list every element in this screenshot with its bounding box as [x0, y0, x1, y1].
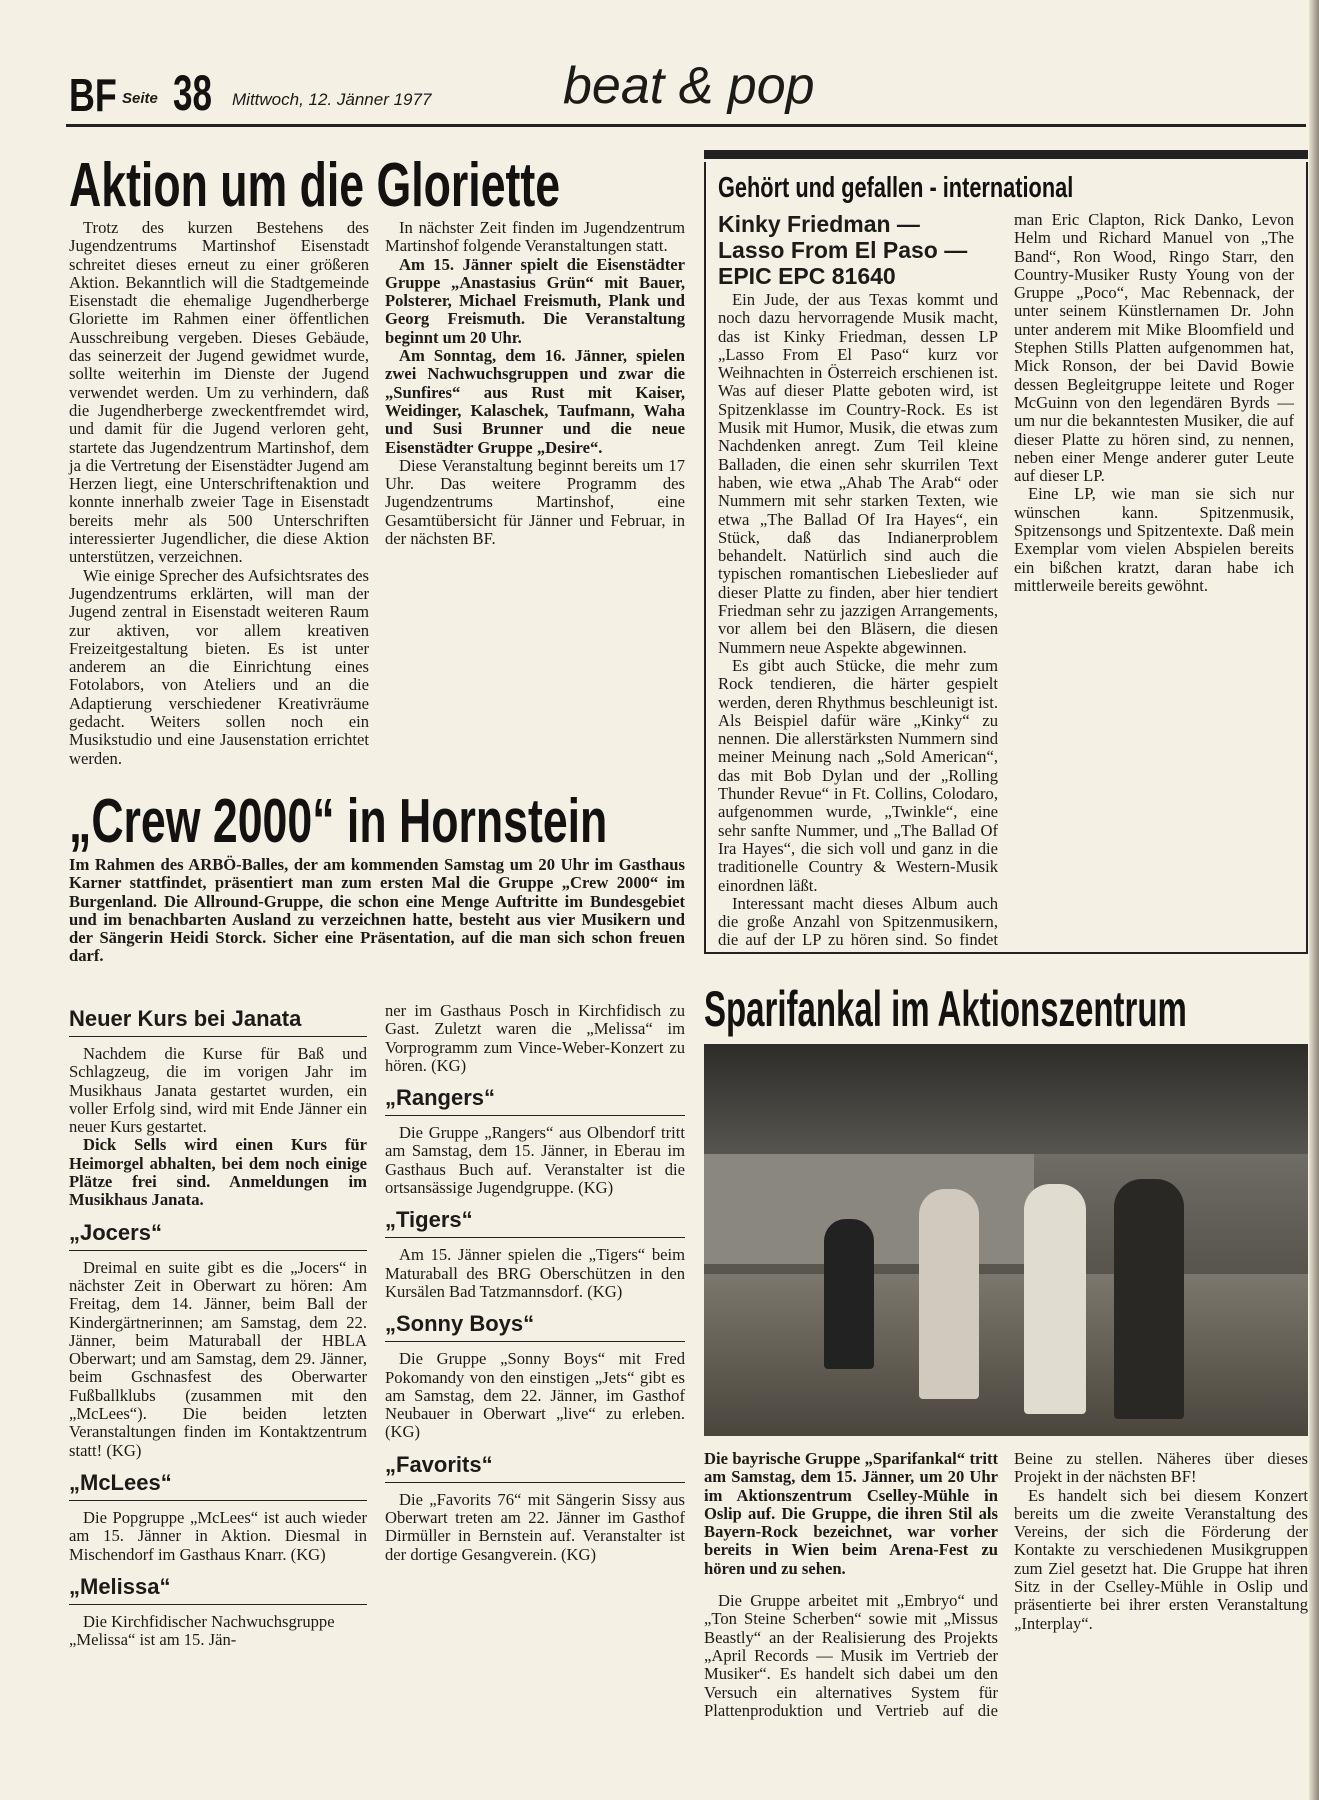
brief-text: Dreimal en suite gibt es die „Jocers“ in nächster Zeit in Oberwart zu hören: Am Freitag, dem 14. Jänner, beim Ball der Kindergärtnerinnen; am Samstag, dem 22. Jänner, beim Maturaball der HBLA Oberwart; und am Samstag, dem 29. Jänner, beim Gschnasfest des Oberwarter Fußballklubs (zusammen mit den „McLees“). Die beiden letzten Veranstaltungen finden im Kontaktzentrum statt! (KG)	[69, 1257, 367, 1460]
record-album: Lasso From El Paso —	[718, 237, 968, 263]
photo-trees	[704, 1044, 1308, 1154]
page-edge-shadow	[1309, 0, 1319, 1800]
review-box	[704, 162, 1308, 954]
photo-grass	[704, 1274, 1308, 1436]
article-paragraph: Im Rahmen des ARBÖ-Balles, der am kommenden Samstag um 20 Uhr im Gasthaus Karner stattfindet, präsentiert man zum ersten Mal die Gruppe „Crew 2000“ im Burgenland. Die Allround-Gruppe, die schon eine Menge Auftritte im Bundesgebiet und im benachbarten Ausland zu verzeichnen hatte, besteht aus vier Musikern und der Sängerin Heidi Storck. Sicher eine Präsentation, auf die man sich schon freuen darf.	[69, 855, 685, 966]
crew-article-body	[69, 856, 685, 966]
review-paragraph: Es gibt auch Stücke, die mehr zum Rock tendieren, die härter gespielt werden, deren Rhythmus beschleunigt ist. Als Beispiel dafür wäre „Kinky“ zu nennen. Die allerstärksten Nummern sind meiner Meinung nach „Sold American“, das mit Bob Dylan und der „Rolling Thunder Revue“ in Ft. Collins, Colodaro, aufgenommen wurde, „Twinkle“, eine sehr sanfte Nummer, und „The Ballad Of Ira Hayes“, die sich voll und ganz in die traditionelle Country & Western-Musik einordnen läßt.	[718, 655, 998, 895]
brief-text: Die „Favorits 76“ mit Sängerin Sissy aus Oberwart treten am 22. Jänner im Gasthof Dirmüller in Bernstein auf. Veranstalter ist der dortige Gesangverein. (KG)	[385, 1489, 685, 1564]
review-paragraph: Ein Jude, der aus Texas kommt und noch dazu hervorragende Musik macht, das ist Kinky Friedman, dessen LP „Lasso From El Paso“ kurz vor Weihnachten in Österreich erschienen ist. Was auf dieser Platte geboten wird, ist Spitzenklasse im Country-Rock. Es ist Musik mit Humor, Musik, die etwas zum Nachdenken anregt. Zum Teil kleine Balladen, die einen sehr skurrilen Text haben, wie etwa „Ahab The Arab“ oder Nummern mit sehr starken Texten, wie etwa „The Ballad Of Ira Hayes“, ein Stück, daß das Indianerproblem behandelt. Natürlich sind auch die typischen romantischen Liebeslieder auf dieser Platte zu finden, aber hier tendiert Friedman sehr zu jazzigen Arrangements, vor allem bei den Bläsern, die diesen Nummern neue Aspekte abgewinnen.	[718, 290, 998, 657]
photo-person	[919, 1189, 979, 1399]
record-catalog-number: EPIC EPC 81640	[718, 263, 896, 289]
brief-heading: „Sonny Boys“	[385, 1311, 685, 1342]
photo-person	[1114, 1179, 1184, 1419]
brief-text: Die Kirchfidischer Nachwuchsgruppe „Melissa“ ist am 15. Jän-	[69, 1611, 335, 1650]
photo-person	[1024, 1184, 1086, 1414]
brief-heading: „Rangers“	[385, 1085, 685, 1116]
section-title: beat & pop	[563, 57, 815, 115]
page-header	[69, 57, 1309, 124]
brief-heading: „Tigers“	[385, 1207, 685, 1238]
crew-headline: „Crew 2000“ in Hornstein	[69, 787, 608, 856]
sparifankal-article-body	[704, 1450, 1308, 1750]
page-number: 38	[173, 65, 212, 121]
aktion-article-body	[69, 219, 685, 771]
brief-heading: „Favorits“	[385, 1452, 685, 1483]
brief-text: Am 15. Jänner spielen die „Tigers“ beim Maturaball des BRG Oberschützen in den Kursälen Bad Tatzmannsdorf. (KG)	[385, 1245, 685, 1301]
brief-heading: Neuer Kurs bei Janata	[69, 1006, 367, 1037]
brief-text: ner im Gasthaus Posch in Kirchfidisch zu Gast. Zuletzt waren die „Melissa“ im Vorprogramm zum Vince-Weber-Konzert zu hören. (KG)	[385, 1001, 685, 1075]
sparifankal-headline-wrap	[704, 980, 1319, 1038]
article-paragraph: Die Gruppe arbeitet mit „Embryo“ und „Ton Steine Scherben“ sowie mit „Missus Beastly“ an der Realisierung des Projekts „April Records — Musik im Vertrieb der Musiker“. Es handelt sich dabei um den Versuch ein alternatives System für Plattenproduktion und Vertrieb auf die Beine zu stellen. Näheres über dieses Projekt in der nächsten BF!	[704, 1449, 1308, 1720]
brief-text: Nachdem die Kurse für Baß und Schlagzeug, die im vorigen Jahr im Musikhaus Janata gestartet wurden, ein voller Erfolg sind, wird mit Ende Jänner ein neuer Kurs gestartet.	[69, 1044, 367, 1137]
article-paragraph: Es handelt sich bei diesem Konzert bereits um die zweite Veranstaltung des Vereins, der sich die Förderung der Kontakte zu verschiedenen Musikgruppen zum Ziel gesetzt hat. Die Gruppe hat ihren Sitz in der Cselley-Mühle in Oslip und präsentierte bei ihrer ersten Veranstaltung „Interplay“.	[1014, 1485, 1308, 1633]
aktion-headline-wrap	[69, 150, 751, 221]
review-box-title: Gehört und gefallen - international	[718, 172, 1074, 204]
review-box-top-bar	[704, 150, 1308, 159]
brief-heading: „Melissa“	[69, 1574, 367, 1605]
brief-text: Die Gruppe „Rangers“ aus Olbendorf tritt am Samstag, dem 15. Jänner, in Eberau im Gasthaus Buch auf. Veranstalter ist die ortsansässige Jugendgruppe. (KG)	[385, 1123, 685, 1198]
review-paragraph: Eine LP, wie man sie sich nur wünschen kann. Spitzenmusik, Spitzensongs und Spitzentexte. Daß mein Exemplar vom vielen Abspielen bereits ein bißchen kratzt, daran habe ich mittlerweile bereits gewöhnt.	[1014, 484, 1294, 595]
header-rule	[66, 124, 1306, 127]
review-body	[718, 211, 1294, 959]
review-record-title	[718, 211, 998, 289]
record-artist: Kinky Friedman —	[718, 211, 920, 237]
article-paragraph: Am Sonntag, dem 16. Jänner, spielen zwei Nachwuchsgruppen und zwar die „Sunfires“ aus Rust mit Kaiser, Weidinger, Kalaschek, Taufmann, Waha und Susi Brunner und die neue Eisenstädter Gruppe „Desire“.	[385, 346, 685, 457]
briefs-column-1	[69, 996, 367, 1649]
brief-heading: „McLees“	[69, 1470, 367, 1501]
aktion-headline: Aktion um die Gloriette	[69, 151, 561, 220]
issue-date: Mittwoch, 12. Jänner 1977	[232, 90, 432, 109]
article-paragraph: Trotz des kurzen Bestehens des Jugendzentrums Martinshof Eisenstadt schreitet dieses erneut zu einer größeren Aktion. Bekanntlich will die Stadtgemeinde Eisenstadt die ehemalige Jugendherberge Gloriette im Rahmen einer öffentlichen Ausschreibung vergeben. Dieses Gebäude, das seinerzeit der Jugend gewidmet wurde, sollte weiterhin im Dienste der Jugend verwendet werden. Um zu verhindern, daß die Jugendherberge zweckentfremdet wird, und damit für die Jugend verloren geht, startete das Jugendzentrum Martinshof, dem ja die Vertretung der Eisenstädter Jugend am Herzen liegt, eine Unterschriftenaktion und konnte innerhalb zweier Tage in Eisenstadt bereits mehr als 500 Unterschriften interessierter Jugendlicher, die diese Aktion unterstützen, verzeichnen.	[69, 218, 369, 567]
article-paragraph: In nächster Zeit finden im Jugendzentrum Martinshof folgende Veranstaltungen statt.	[385, 218, 685, 256]
article-paragraph: Diese Veranstaltung beginnt bereits um 17 Uhr. Das weitere Programm des Jugendzentrums Martinshof, eine Gesamtübersicht für Jänner und Februar, in der nächsten BF.	[385, 455, 685, 549]
brief-text: Die Popgruppe „McLees“ ist auch wieder am 15. Jänner in Aktion. Diesmal in Mischendorf im Gasthaus Knarr. (KG)	[69, 1507, 367, 1564]
page-label: Seite	[122, 90, 158, 107]
sparifankal-headline: Sparifankal im Aktionszentrum	[704, 981, 1187, 1037]
review-paragraph: Interessant macht dieses Album auch die große Anzahl von Spitzenmusikern, die auf der LP zu hören sind. So findet man Eric Clapton, Rick Danko, Levon Helm und Richard Manuel von „The Band“, Ron Wood, Ringo Starr, den Country-Musiker Rusty Young von der Gruppe „Poco“, Mac Rebennack, der unter seinem Künstlernamen Dr. John unter anderem mit Mike Bloomfield und Stephen Stills Platten aufgenommen hat, Mick Ronson, der bei David Bowie dessen Begleitgruppe leitete und Roger McGuinn von den legendären Byrds — um nur die bekanntesten Musiker, die auf dieser Platte zu hören sind, zu nennen, neben einer Menge anderer guter Leute auf dieser LP.	[718, 210, 1294, 950]
article-paragraph: Wie einige Sprecher des Aufsichtsrates des Jugendzentrums erklärten, will man der Jugend zentral in Eisenstadt weiteren Raum zur aktiven, vor allem kreativen Freizeitgestaltung bieten. Es ist unter anderem an die Einrichtung eines Fotolabors, von Ateliers und an die Adaptierung verschiedener Kreativräume gedacht. Weiters sollen noch ein Musikstudio und eine Jausenstation errichtet werden.	[69, 565, 369, 768]
brief-text: Die Gruppe „Sonny Boys“ mit Fred Pokomandy von den einstigen „Jets“ gibt es am Samstag, dem 22. Jänner, im Gasthof Neubauer in Oberwart „live“ zu erleben. (KG)	[385, 1349, 685, 1442]
band-photo	[704, 1044, 1308, 1436]
paper-logo: BF	[69, 69, 117, 121]
brief-text: Dick Sells wird einen Kurs für Heimorgel abhalten, bei dem noch einige Plätze frei sind. Anmeldungen im Musikhaus Janata.	[69, 1135, 367, 1210]
briefs-column-2	[385, 1002, 685, 1564]
photo-caption: Die bayrische Gruppe „Sparifankal“ tritt am Samstag, dem 15. Jänner, um 20 Uhr im Aktionszentrum Cselley-Mühle in Oslip auf. Die Gruppe, die ihren Stil als Bayern-Rock bezeichnet, war vorher bereits in Wien beim Arena-Fest zu hören und zu sehen.	[704, 1449, 998, 1578]
article-paragraph: Am 15. Jänner spielt die Eisenstädter Gruppe „Anastasius Grün“ mit Bauer, Polsterer, Michael Freismuth, Plank und Georg Freismuth. Die Veranstaltung beginnt um 20 Uhr.	[385, 254, 685, 347]
photo-person	[824, 1219, 874, 1369]
brief-heading: „Jocers“	[69, 1220, 367, 1251]
